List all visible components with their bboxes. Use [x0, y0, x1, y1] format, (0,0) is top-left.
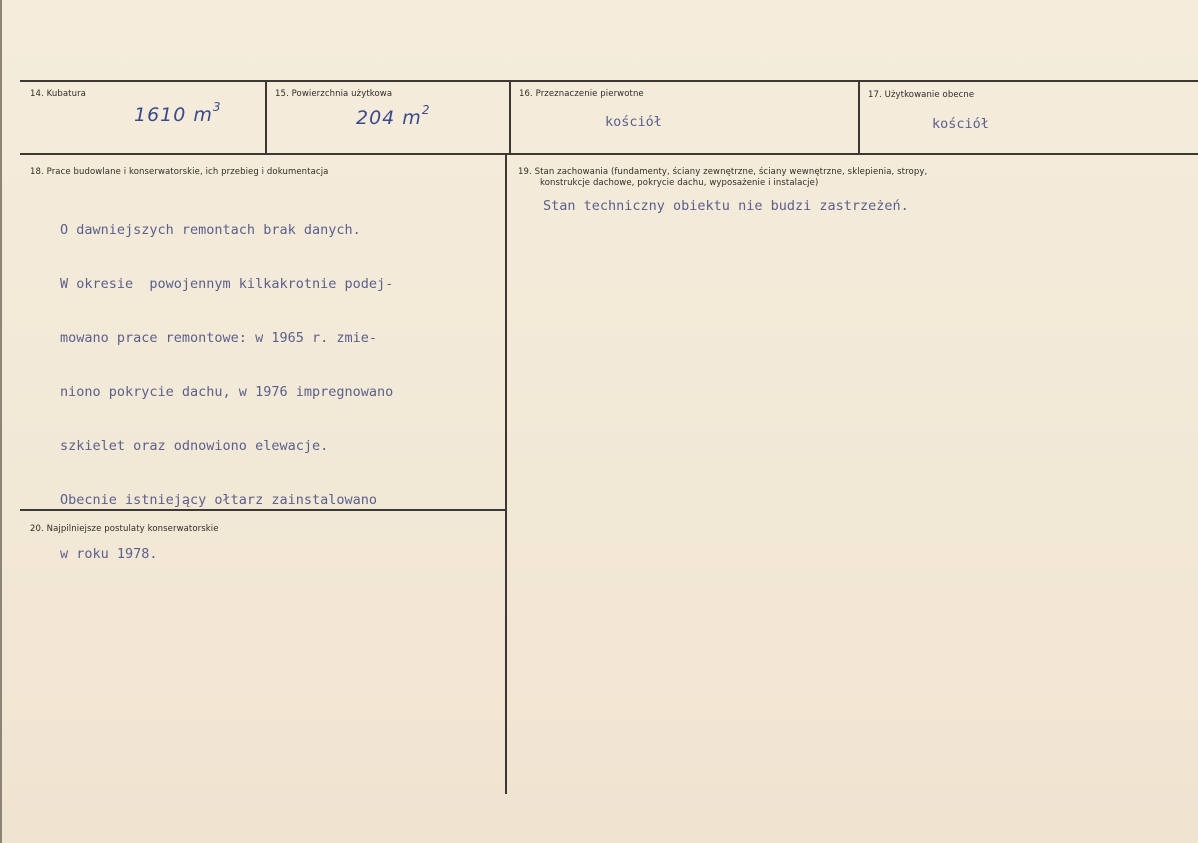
powierzchnia-value	[356, 103, 431, 129]
prace-line: W okresie powojennym kilkakrotnie podej-	[60, 276, 394, 292]
prace-line: w roku 1978.	[60, 546, 158, 562]
prace-line: Obecnie istniejący ołtarz zainstalowano	[60, 492, 377, 508]
kubatura-number: 1610 m	[134, 104, 213, 126]
top-rule	[20, 80, 1198, 82]
row1-bottom-rule	[20, 153, 1198, 155]
stan-text: Stan techniczny obiektu nie budzi zastrzeżeń.	[543, 198, 909, 214]
kubatura-label: 14. Kubatura	[30, 89, 86, 99]
powierzchnia-label: 15. Powierzchnia użytkowa	[275, 89, 393, 99]
uzytkowanie-value: kościół	[932, 116, 989, 132]
powierzchnia-exponent: 2	[421, 103, 431, 117]
stan-label-line: konstrukcje dachowe, pokrycie dachu, wyposażenie i instalacje)	[540, 178, 819, 188]
prace-text	[60, 185, 393, 599]
prace-line: O dawniejszych remontach brak danych.	[60, 222, 361, 238]
prace-line: mowano prace remontowe: w 1965 r. zmie-	[60, 330, 377, 346]
col3-divider	[858, 81, 860, 154]
col1-divider	[265, 81, 267, 154]
kubatura-value	[134, 100, 222, 126]
main-vertical-divider	[505, 154, 507, 794]
col2-divider	[509, 81, 511, 154]
kubatura-exponent: 3	[212, 100, 222, 114]
przeznaczenie-value: kościół	[605, 114, 662, 130]
prace-line: szkielet oraz odnowiono elewacje.	[60, 438, 329, 454]
postulaty-label: 20. Najpilniejsze postulaty konserwatorskie	[30, 524, 219, 534]
przeznaczenie-label: 16. Przeznaczenie pierwotne	[519, 89, 644, 99]
stan-label-line: 19. Stan zachowania (fundamenty, ściany zewnętrzne, ściany wewnętrzne, sklepienia, stropy,	[518, 167, 928, 177]
powierzchnia-number: 204 m	[356, 107, 422, 129]
prace-line: niono pokrycie dachu, w 1976 impregnowano	[60, 384, 394, 400]
prace-label: 18. Prace budowlane i konserwatorskie, ich przebieg i dokumentacja	[30, 167, 329, 177]
uzytkowanie-label: 17. Użytkowanie obecne	[868, 90, 975, 100]
stan-label	[518, 167, 927, 189]
